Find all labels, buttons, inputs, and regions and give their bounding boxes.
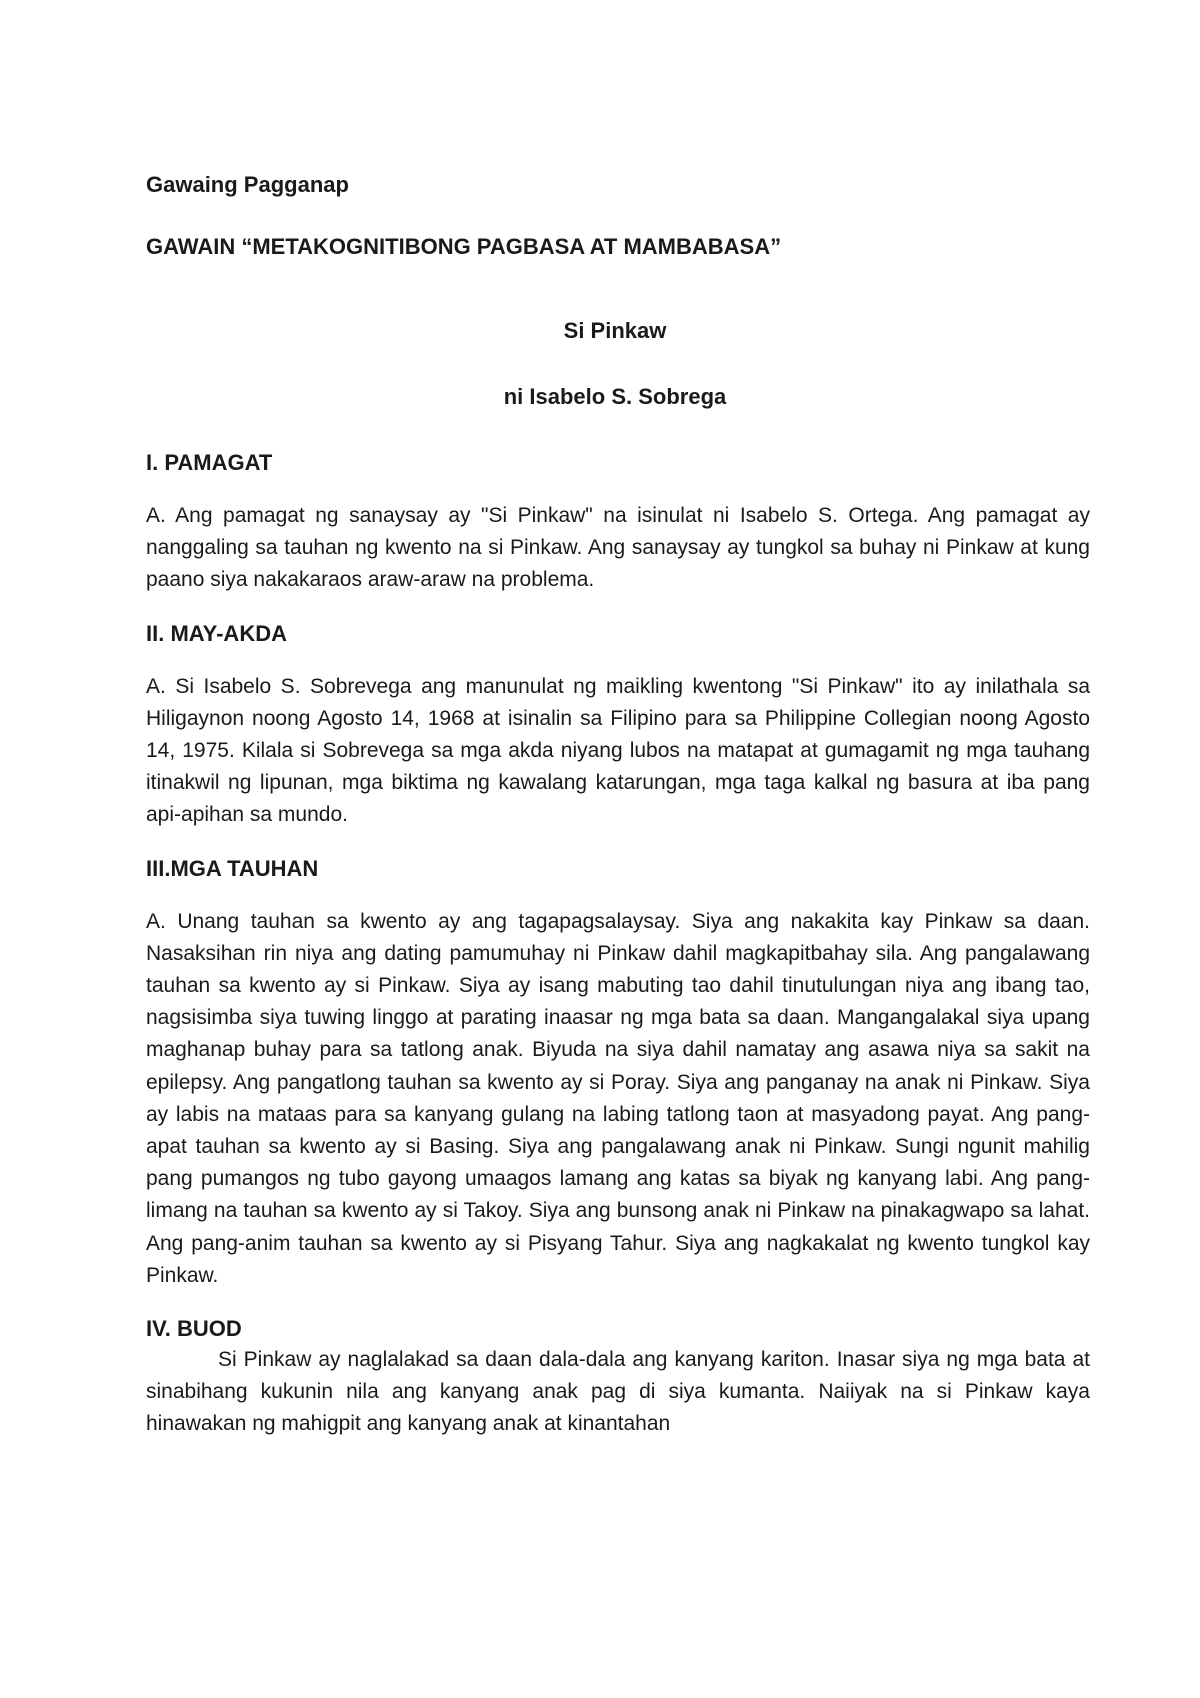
section-buod — [146, 1314, 1090, 1441]
section-title: IV. BUOD — [146, 1316, 242, 1342]
section-paragraph: A. Unang tauhan sa kwento ay ang tagapagsalaysay. Siya ang nakakita kay Pinkaw sa daan. Nasaksihan rin niya ang dating pamumuhay ni Pinkaw dahil magkapitbahay sila. Ang pangalawang tauhan sa kwento ay si Pinkaw. Siya ay isang mabuting tao dahil tinutulungan niya ang ibang tao, nagsisimba siya tuwing linggo at parating inaasar ng mga bata sa daan. Mangangalakal siya upang maghanap buhay para sa tatlong anak. Biyuda na siya dahil namatay ang asawa niya sa sakit na epilepsy. Ang pangatlong tauhan sa kwento ay si Poray. Siya ang panganay na anak ni Pinkaw. Siya ay labis na mataas para sa kanyang gulang na labing tatlong taon at masyadong payat. Ang pang-apat tauhan sa kwento ay si Basing. Siya ang pangalawang anak ni Pinkaw. Sungi ngunit mahilig pang pumangos ng tubo gayong umaagos lamang ang katas sa biyak ng kanyang labi. Ang pang-limang na tauhan sa kwento ay si Takoy. Siya ang bunsong anak ni Pinkaw na pinakagwapo sa lahat. Ang pang-anim tauhan sa kwento ay si Pisyang Tahur. Siya ang nagkakalat ng kwento tungkol kay Pinkaw. — [146, 909, 1090, 1287]
story-author: ni Isabelo S. Sobrega — [503, 384, 727, 409]
section-may-akda — [146, 619, 1090, 832]
gawain-title: GAWAIN “METAKOGNITIBONG PAGBASA AT MAMBABASA” — [146, 234, 782, 259]
activity-label: Gawaing Pagganap — [146, 172, 349, 197]
section-paragraph: A. Ang pamagat ng sanaysay ay "Si Pinkaw" na isinulat ni Isabelo S. Ortega. Ang pamagat ay nanggaling sa tauhan ng kwento na si Pinkaw. Ang sanaysay ay tungkol sa buhay ni Pinkaw at kung paano siya nakakaraos araw-araw na problema. — [146, 504, 1090, 592]
section-title: III.MGA TAUHAN — [146, 855, 319, 881]
section-title: I. PAMAGAT — [146, 450, 273, 475]
section-mga-tauhan — [146, 854, 1090, 1292]
section-paragraph: Si Pinkaw ay naglalakad sa daan dala-dala ang kanyang kariton. Inasar siya ng mga bata at sinabihang kukunin nila ang kanyang anak pag di siya kumanta. Naiiyak na si Pinkaw kaya hinawakan ng mahigpit ang kanyang anak at kinantahan — [146, 1348, 1090, 1436]
section-paragraph: A. Si Isabelo S. Sobrevega ang manunulat ng maikling kwentong "Si Pinkaw" ito ay inilathala sa Hiligaynon noong Agosto 14, 1968 at isinalin sa Filipino para sa Philippine Collegian noong Agosto 14, 1975. Kilala si Sobrevega sa mga akda niyang lubos na matapat at gumagamit ng mga tauhang itinakwil ng lipunan, mga biktima ng kawalang katarungan, mga taga kalkal ng basura at iba pang api-apihan sa mundo. — [146, 674, 1090, 827]
story-title: Si Pinkaw — [563, 318, 667, 343]
section-title: II. MAY-AKDA — [146, 620, 287, 646]
section-pamagat — [146, 448, 1090, 597]
